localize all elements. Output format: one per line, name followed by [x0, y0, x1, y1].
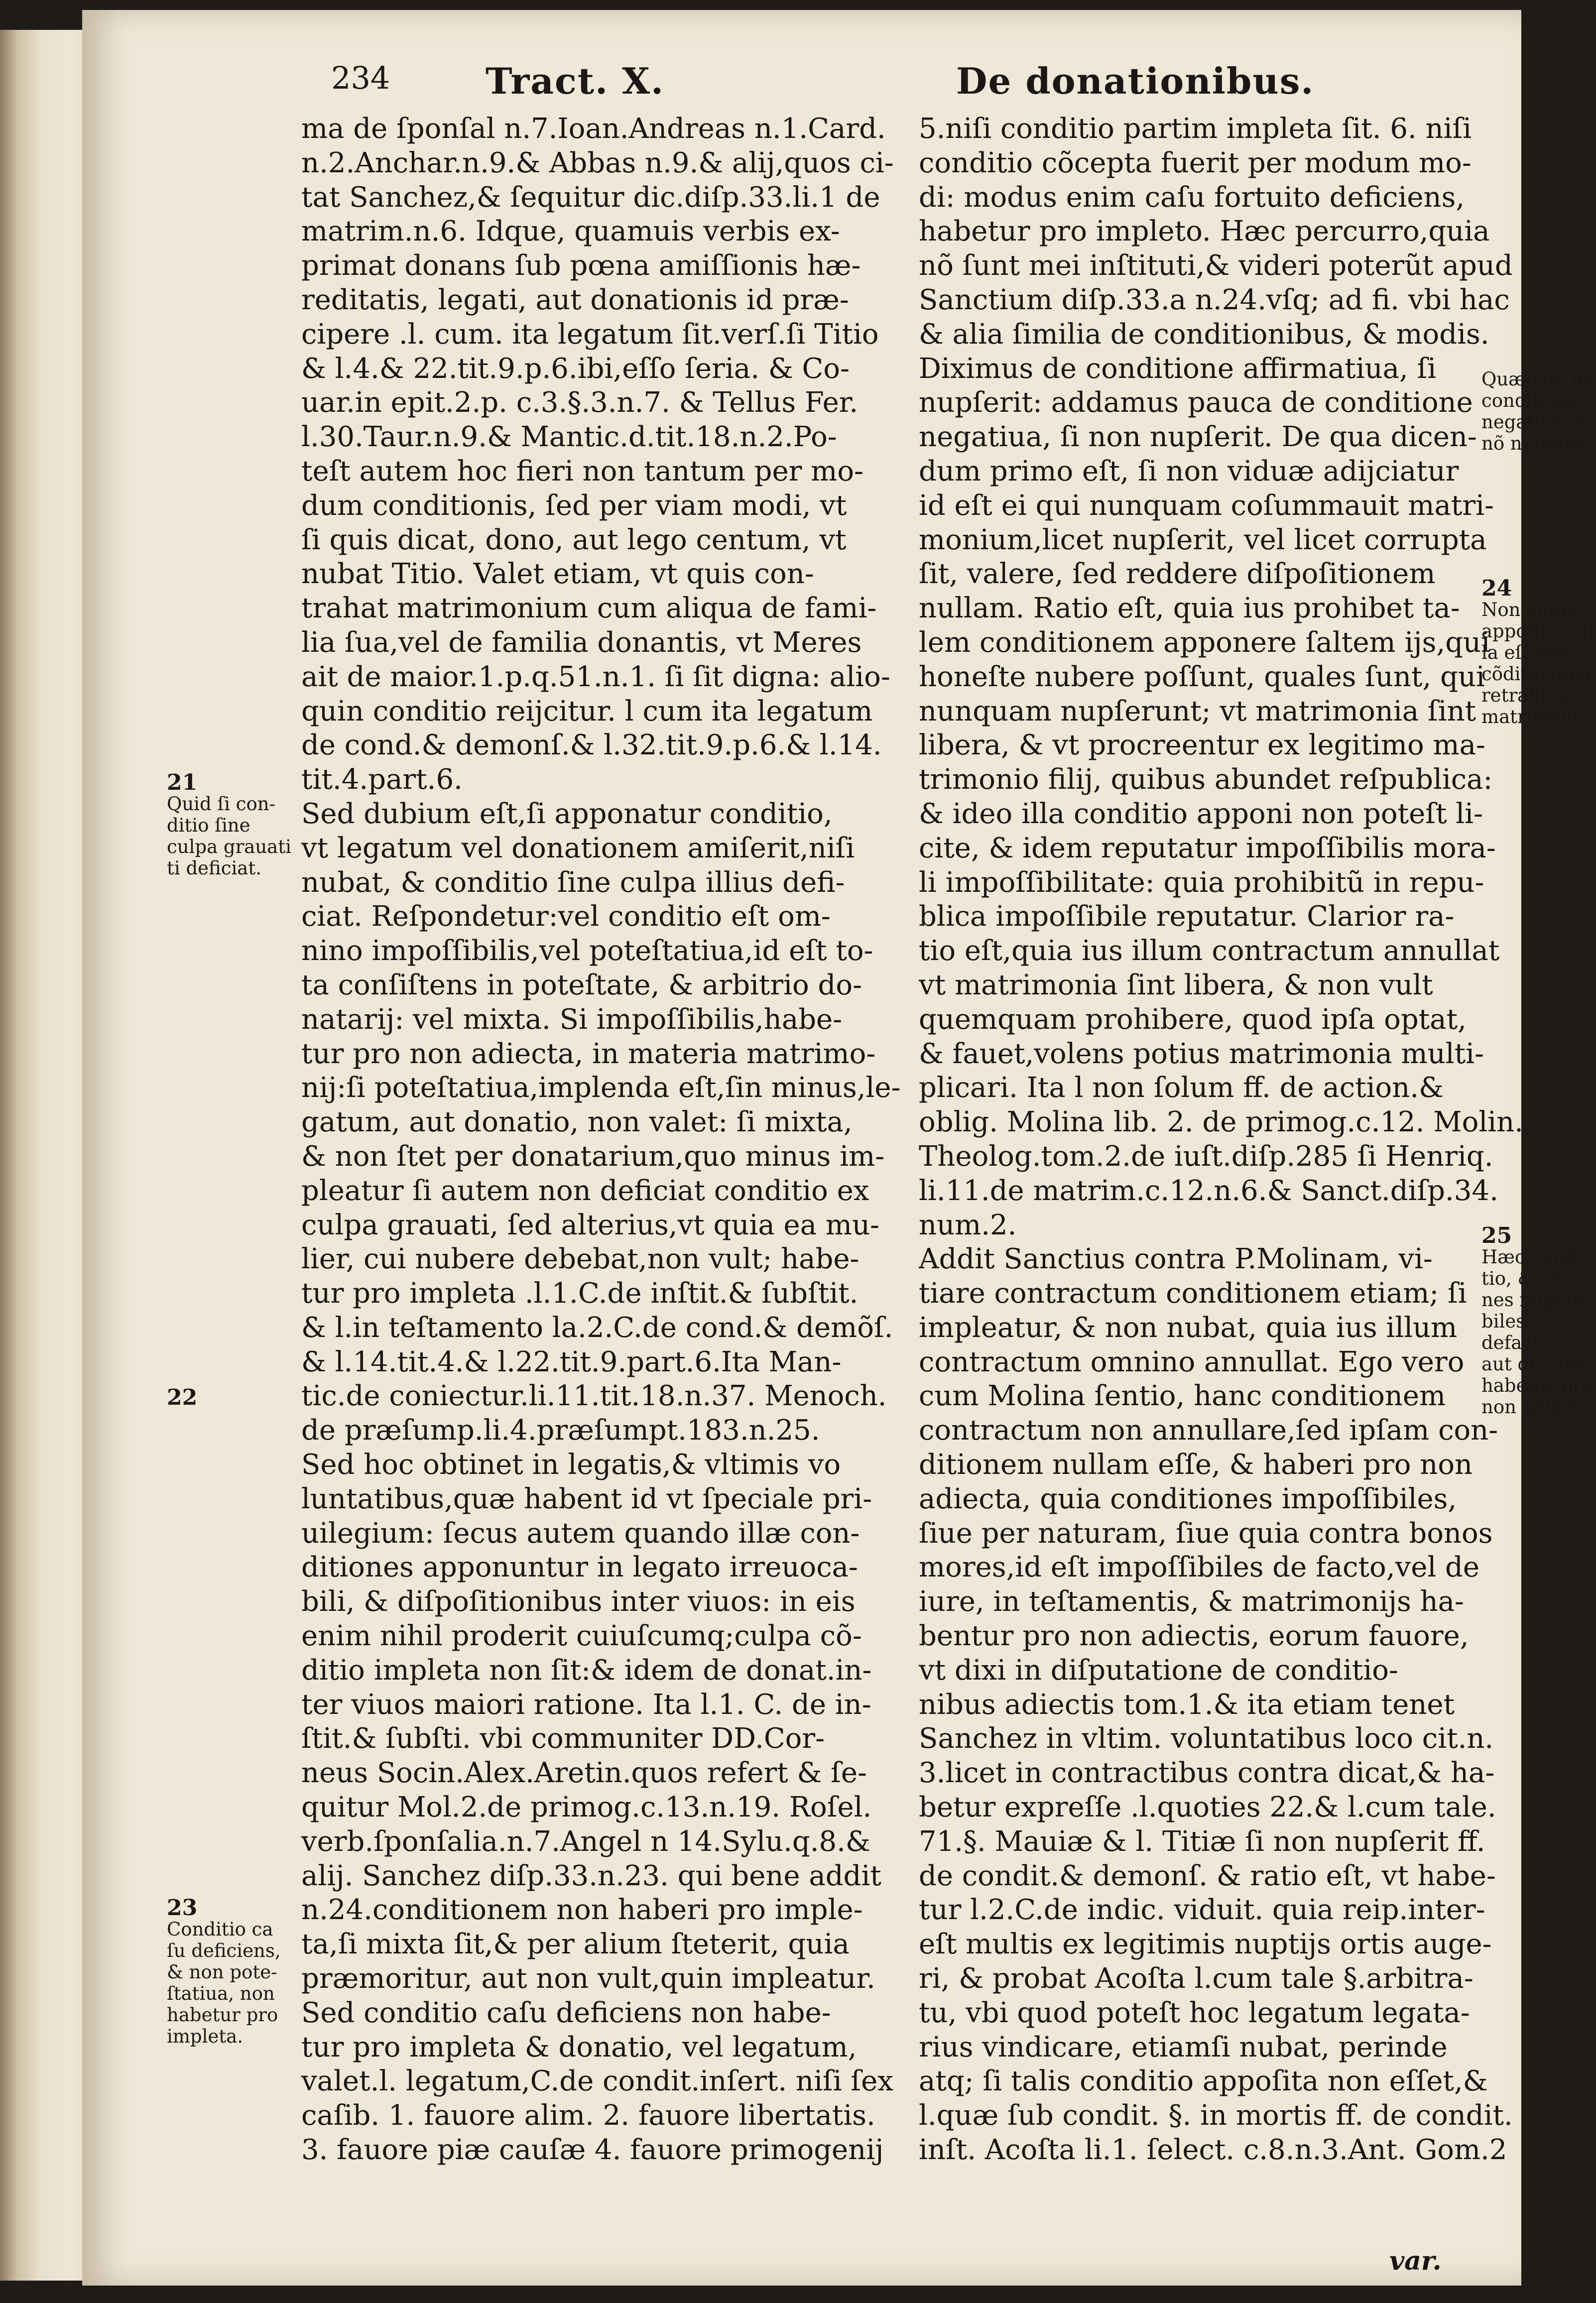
- text-line: ſtit.& ſubſti. vbi communiter DD.Cor-: [301, 1722, 825, 1755]
- text-line: cipere .l. cum. ita legatum ſit.verſ.ſi Titio: [301, 318, 879, 351]
- text-line: Sed hoc obtinet in legatis,& vltimis vo: [301, 1449, 841, 1481]
- text-line: inſt. Acoſta li.1. ſelect. c.8.n.3.Ant. Gom.2: [919, 2134, 1507, 2167]
- margin-note-text: Conditio ca ſu deficiens, & non pote- ſtatiua, non habetur pro impleta.: [167, 1919, 281, 2047]
- text-line: nij:ſi poteſtatiua,implenda eſt,ſin minus,le-: [301, 1072, 901, 1104]
- text-line: ditionem nullam eſſe, & haberi pro non: [919, 1449, 1473, 1481]
- text-line: num.2.: [919, 1209, 1017, 1241]
- text-line: reditatis, legati, aut donationis id præ-: [301, 283, 849, 316]
- text-line: monium,licet nupſerit, vel licet corrupta: [919, 523, 1487, 556]
- text-line: vt matrimonia ſint libera, & non vult: [919, 969, 1433, 1001]
- text-line: tu, vbi quod poteſt hoc legatum legata-: [919, 1996, 1470, 2029]
- text-line: Diximus de conditione affirmatiua, ſi: [919, 352, 1437, 385]
- text-line: ſi quis dicat, dono, aut lego centum, vt: [301, 523, 847, 556]
- margin-note-quaedam: [1481, 368, 1596, 454]
- text-line: ſiue per naturam, ſiue quia contra bonos: [919, 1517, 1493, 1550]
- text-line: dum primo eſt, ſi non viduæ adijciatur: [919, 455, 1459, 487]
- text-line: tur pro impleta .l.1.C.de inſtit.& ſubſtit.: [301, 1277, 859, 1310]
- text-line: betur expreſſe .l.quoties 22.& l.cum tale.: [919, 1791, 1496, 1824]
- text-line: lia ſua,vel de familia donantis, vt Meres: [301, 626, 862, 659]
- text-line: n.2.Anchar.n.9.& Abbas n.9.& alij,quos ci-: [301, 146, 894, 179]
- text-line: contractum omnino annullat. Ego vero: [919, 1345, 1465, 1378]
- text-line: luntatibus,quæ habent id vt ſpeciale pri-: [301, 1482, 872, 1515]
- text-line: quin conditio reijcitur. l cum ita legatum: [301, 695, 873, 727]
- text-line: & fauet,volens potius matrimonia multi-: [919, 1037, 1484, 1070]
- text-line: nubat, & conditio ſine culpa illius defi-: [301, 866, 845, 899]
- text-line: neus Socin.Alex.Aretin.quos refert & ſe-: [301, 1757, 867, 1790]
- text-line: li.11.de matrim.c.12.n.6.& Sanct.diſp.34.: [919, 1174, 1498, 1207]
- text-line: libera, & vt procreentur ex legitimo ma-: [919, 729, 1485, 762]
- text-line: Sed conditio caſu deficiens non habe-: [301, 1996, 831, 2029]
- text-line: mores,id eſt impoſſibiles de facto,vel de: [919, 1551, 1480, 1584]
- text-line: pleatur ſi autem non deficiat conditio ex: [301, 1174, 869, 1207]
- text-line: lem conditionem apponere ſaltem ijs,qui: [919, 626, 1490, 659]
- text-line: nupſerit: addamus pauca de conditione: [919, 386, 1473, 419]
- margin-note-25: [1481, 1225, 1596, 1418]
- margin-note-text: Quædam de conditione negatiua, ſi nõ nupſerit.: [1481, 368, 1595, 454]
- text-line: blica impoſſibile reputatur. Clarior ra-: [919, 900, 1455, 933]
- text-line: Addit Sanctius contra P.Molinam, vi-: [919, 1243, 1433, 1276]
- text-line: quemquam prohibere, quod ipſa optat,: [919, 1003, 1467, 1036]
- text-line: de condit.& demonſ. & ratio eſt, vt habe-: [919, 1859, 1496, 1892]
- text-line: Sed dubium eſt,ſi apponatur conditio,: [301, 797, 833, 830]
- text-line: & non ſtet per donatarium,quo minus im-: [301, 1140, 885, 1173]
- text-line: 71.§. Mauiæ & l. Titiæ ſi non nupſerit ff.: [919, 1825, 1485, 1858]
- text-line: trahat matrimonium cum aliqua de fami-: [301, 592, 877, 625]
- text-line: lier, cui nubere debebat,non vult; habe-: [301, 1243, 859, 1276]
- margin-note-number: 25: [1481, 1223, 1512, 1248]
- text-line: plicari. Ita l non ſolum ff. de action.&: [919, 1072, 1444, 1104]
- text-line: nullam. Ratio eſt, quia ius prohibet ta-: [919, 592, 1460, 625]
- text-line: primat donans ſub pœna amiſſionis hæ-: [301, 249, 861, 282]
- margin-note-text: Quid ſi con- ditio ſine culpa grauati ti deficiat.: [167, 793, 291, 879]
- text-line: & l.in teſtamento la.2.C.de cond.& demõſ.: [301, 1311, 893, 1344]
- margin-note-24: [1481, 578, 1596, 727]
- text-line: nubat Titio. Valet etiam, vt quis con-: [301, 558, 814, 591]
- text-line: atq; ſi talis conditio appoſita non eſſet,&: [919, 2065, 1488, 2098]
- text-line: di: modus enim caſu fortuito deficiens,: [919, 181, 1465, 214]
- text-line: bili, & diſpoſitionibus inter viuos: in eis: [301, 1585, 856, 1618]
- margin-note-number: 24: [1481, 576, 1512, 601]
- catchword: var.: [1389, 2246, 1442, 2276]
- text-line: impleatur, & non nubat, quia ius illum: [919, 1311, 1458, 1344]
- text-line: & l.14.tit.4.& l.22.tit.9.part.6.Ita Man-: [301, 1345, 842, 1378]
- text-line: ditio impleta non ſit:& idem de donat.in-: [301, 1654, 872, 1687]
- text-line: adiecta, quia conditiones impoſſibiles,: [919, 1482, 1457, 1515]
- text-line: 3.licet in contractibus contra dicat,& ha-: [919, 1757, 1495, 1790]
- text-line: uar.in epit.2.p. c.3.§.3.n.7. & Tellus Fer.: [301, 386, 859, 419]
- text-line: quitur Mol.2.de primog.c.13.n.19. Roſel.: [301, 1791, 872, 1824]
- text-line: nõ ſunt mei inſtituti,& videri poterũt apud: [919, 249, 1513, 282]
- text-line: ſit, valere, ſed reddere diſpoſitionem: [919, 558, 1436, 591]
- text-line: de præſump.li.4.præſumpt.183.n.25.: [301, 1414, 820, 1447]
- text-line: dum conditionis, ſed per viam modi, vt: [301, 489, 847, 522]
- text-line: nibus adiectis tom.1.& ita etiam tenet: [919, 1688, 1455, 1721]
- text-line: iure, in teſtamentis, & matrimonijs ha-: [919, 1585, 1464, 1618]
- text-line: rius vindicare, etiamſi nubat, perinde: [919, 2031, 1448, 2063]
- text-line: & l.4.& 22.tit.9.p.6.ibi,eſſo ſeria. & Co-: [301, 352, 850, 385]
- text-line: 5.niſi conditio partim impleta ſit. 6. niſi: [919, 113, 1472, 145]
- text-line: ta conſiſtens in poteſtate, & arbitrio do-: [301, 969, 862, 1001]
- margin-note-number: 22: [167, 1385, 198, 1410]
- text-line: tur pro impleta & donatio, vel legatum,: [301, 2031, 857, 2063]
- text-line: Theolog.tom.2.de iuſt.diſp.285 ſi Henriq.: [919, 1140, 1493, 1173]
- text-line: ter viuos maiori ratione. Ita l.1. C. de in-: [301, 1688, 871, 1721]
- text-line: ciat. Reſpondetur:vel conditio eſt om-: [301, 900, 831, 933]
- page-header: [82, 60, 1521, 120]
- text-line: verb.ſponſalia.n.7.Angel n 14.Sylu.q.8.&: [301, 1825, 870, 1858]
- text-line: præmoritur, aut non vult,quin impleatur.: [301, 1962, 875, 1995]
- text-line: contractum non annullare,ſed ipſam con-: [919, 1414, 1498, 1447]
- text-line: enim nihil proderit cuiuſcumq;culpa cõ-: [301, 1620, 862, 1653]
- text-line: ditiones apponuntur in legato irreuoca-: [301, 1551, 858, 1584]
- margin-note-23: [167, 1897, 301, 2047]
- text-line: oblig. Molina lib. 2. de primog.c.12. Molin.: [919, 1106, 1524, 1139]
- text-line: ait de maior.1.p.q.51.n.1. ſi ſit digna: alio-: [301, 660, 890, 693]
- text-line: cum Molina ſentio, hanc conditionem: [919, 1380, 1446, 1413]
- text-line: vt dixi in diſputatione de conditio-: [919, 1654, 1398, 1687]
- text-line: tat Sanchez,& ſequitur dic.diſp.33.li.1 de: [301, 181, 880, 214]
- text-line: caſib. 1. fauore alim. 2. fauore libertatis.: [301, 2099, 875, 2132]
- text-line: matrim.n.6. Idque, quamuis verbis ex-: [301, 215, 840, 248]
- text-line: natarij: vel mixta. Si impoſſibilis,habe-: [301, 1003, 843, 1036]
- text-line: nino impoſſibilis,vel poteſtatiua,id eſt to-: [301, 935, 873, 968]
- text-line: l.quæ ſub condit. §. in mortis ff. de condit.: [919, 2099, 1513, 2132]
- tract-title: Tract. X.: [486, 60, 665, 102]
- text-line: uilegium: ſecus autem quando illæ con-: [301, 1517, 860, 1550]
- text-line: habetur pro impleto. Hæc percurro,quia: [919, 215, 1490, 248]
- text-line: gatum, aut donatio, non valet: ſi mixta,: [301, 1106, 853, 1139]
- text-line: teſt autem hoc fieri non tantum per mo-: [301, 455, 863, 487]
- text-line: n.24.conditionem non haberi pro imple-: [301, 1894, 863, 1927]
- text-line: negatiua, ſi non nupſerit. De qua dicen-: [919, 421, 1477, 454]
- text-line: & ideo illa conditio apponi non poteſt li-: [919, 797, 1483, 830]
- margin-note-number: 21: [167, 770, 198, 795]
- text-line: ta,ſi mixta ſit,& per alium ſteterit, quia: [301, 1928, 850, 1961]
- text-line: honeſte nubere poſſunt, quales ſunt, qui: [919, 660, 1485, 693]
- margin-note-21: [167, 772, 301, 879]
- text-line: alij. Sanchez diſp.33.n.23. qui bene addit: [301, 1859, 881, 1892]
- text-line: & alia ſimilia de conditionibus, & modis.: [919, 318, 1489, 351]
- text-line: tiare contractum conditionem etiam; ſi: [919, 1277, 1467, 1310]
- left-column: [301, 112, 901, 2168]
- text-line: conditio cõcepta fuerit per modum mo-: [919, 146, 1472, 179]
- text-line: id eſt ei qui nunquam coſummauit matri-: [919, 489, 1494, 522]
- text-line: l.30.Taur.n.9.& Mantic.d.tit.18.n.2.Po-: [301, 421, 837, 454]
- text-line: cite, & idem reputatur impoſſibilis mora-: [919, 832, 1496, 864]
- book-page: [82, 10, 1595, 2286]
- margin-note-text: Hæc condi- tio, & om- nes impoſſi- biles defacto aut de iure habetur pro non adiectis: [1481, 1246, 1595, 1418]
- text-line: tio eſt,quia ius illum contractum annullat: [919, 935, 1500, 968]
- running-head: De donationibus.: [956, 60, 1315, 102]
- margin-note-number: 23: [167, 1895, 198, 1921]
- text-line: tur l.2.C.de indic. viduit. quia reip.inter-: [919, 1894, 1485, 1927]
- margin-note-22: [167, 1387, 301, 1408]
- text-line: Sanchez in vltim. voluntatibus loco cit.n.: [919, 1722, 1494, 1755]
- text-line: li impoſſibilitate: quia prohibitũ in repu-: [919, 866, 1484, 899]
- margin-note-text: Non viduis appoſita nul la eſt hæc cõditio quia retrahit a matrimonio.: [1481, 599, 1595, 727]
- text-line: eſt multis ex legitimis nuptijs ortis auge-: [919, 1928, 1492, 1961]
- text-line: tur pro non adiecta, in materia matrimo-: [301, 1037, 876, 1070]
- text-line: vt legatum vel donationem amiſerit,niſi: [301, 832, 855, 864]
- text-line: ma de ſponſal n.7.Ioan.Andreas n.1.Card.: [301, 113, 886, 145]
- text-line: nunquam nupſerunt; vt matrimonia ſint: [919, 695, 1476, 727]
- text-line: ri, & probat Acoſta l.cum tale §.arbitra-: [919, 1962, 1473, 1995]
- text-line: de cond.& demonſ.& l.32.tit.9.p.6.& l.14.: [301, 729, 882, 762]
- text-line: tit.4.part.6.: [301, 763, 463, 796]
- text-line: bentur pro non adiectis, eorum fauore,: [919, 1620, 1469, 1653]
- text-line: tic.de coniectur.li.11.tit.18.n.37. Menoch.: [301, 1380, 887, 1413]
- text-line: trimonio filij, quibus abundet reſpublica:: [919, 763, 1493, 796]
- text-line: culpa grauati, ſed alterius,vt quia ea mu-: [301, 1209, 879, 1241]
- page-number: 234: [331, 60, 390, 96]
- text-line: Sanctium diſp.33.a n.24.vſq; ad fi. vbi hac: [919, 283, 1510, 316]
- text-line: 3. fauore piæ cauſæ 4. fauore primogenij: [301, 2134, 884, 2167]
- text-line: valet.l. legatum,C.de condit.inſert. niſi ſex: [301, 2065, 893, 2098]
